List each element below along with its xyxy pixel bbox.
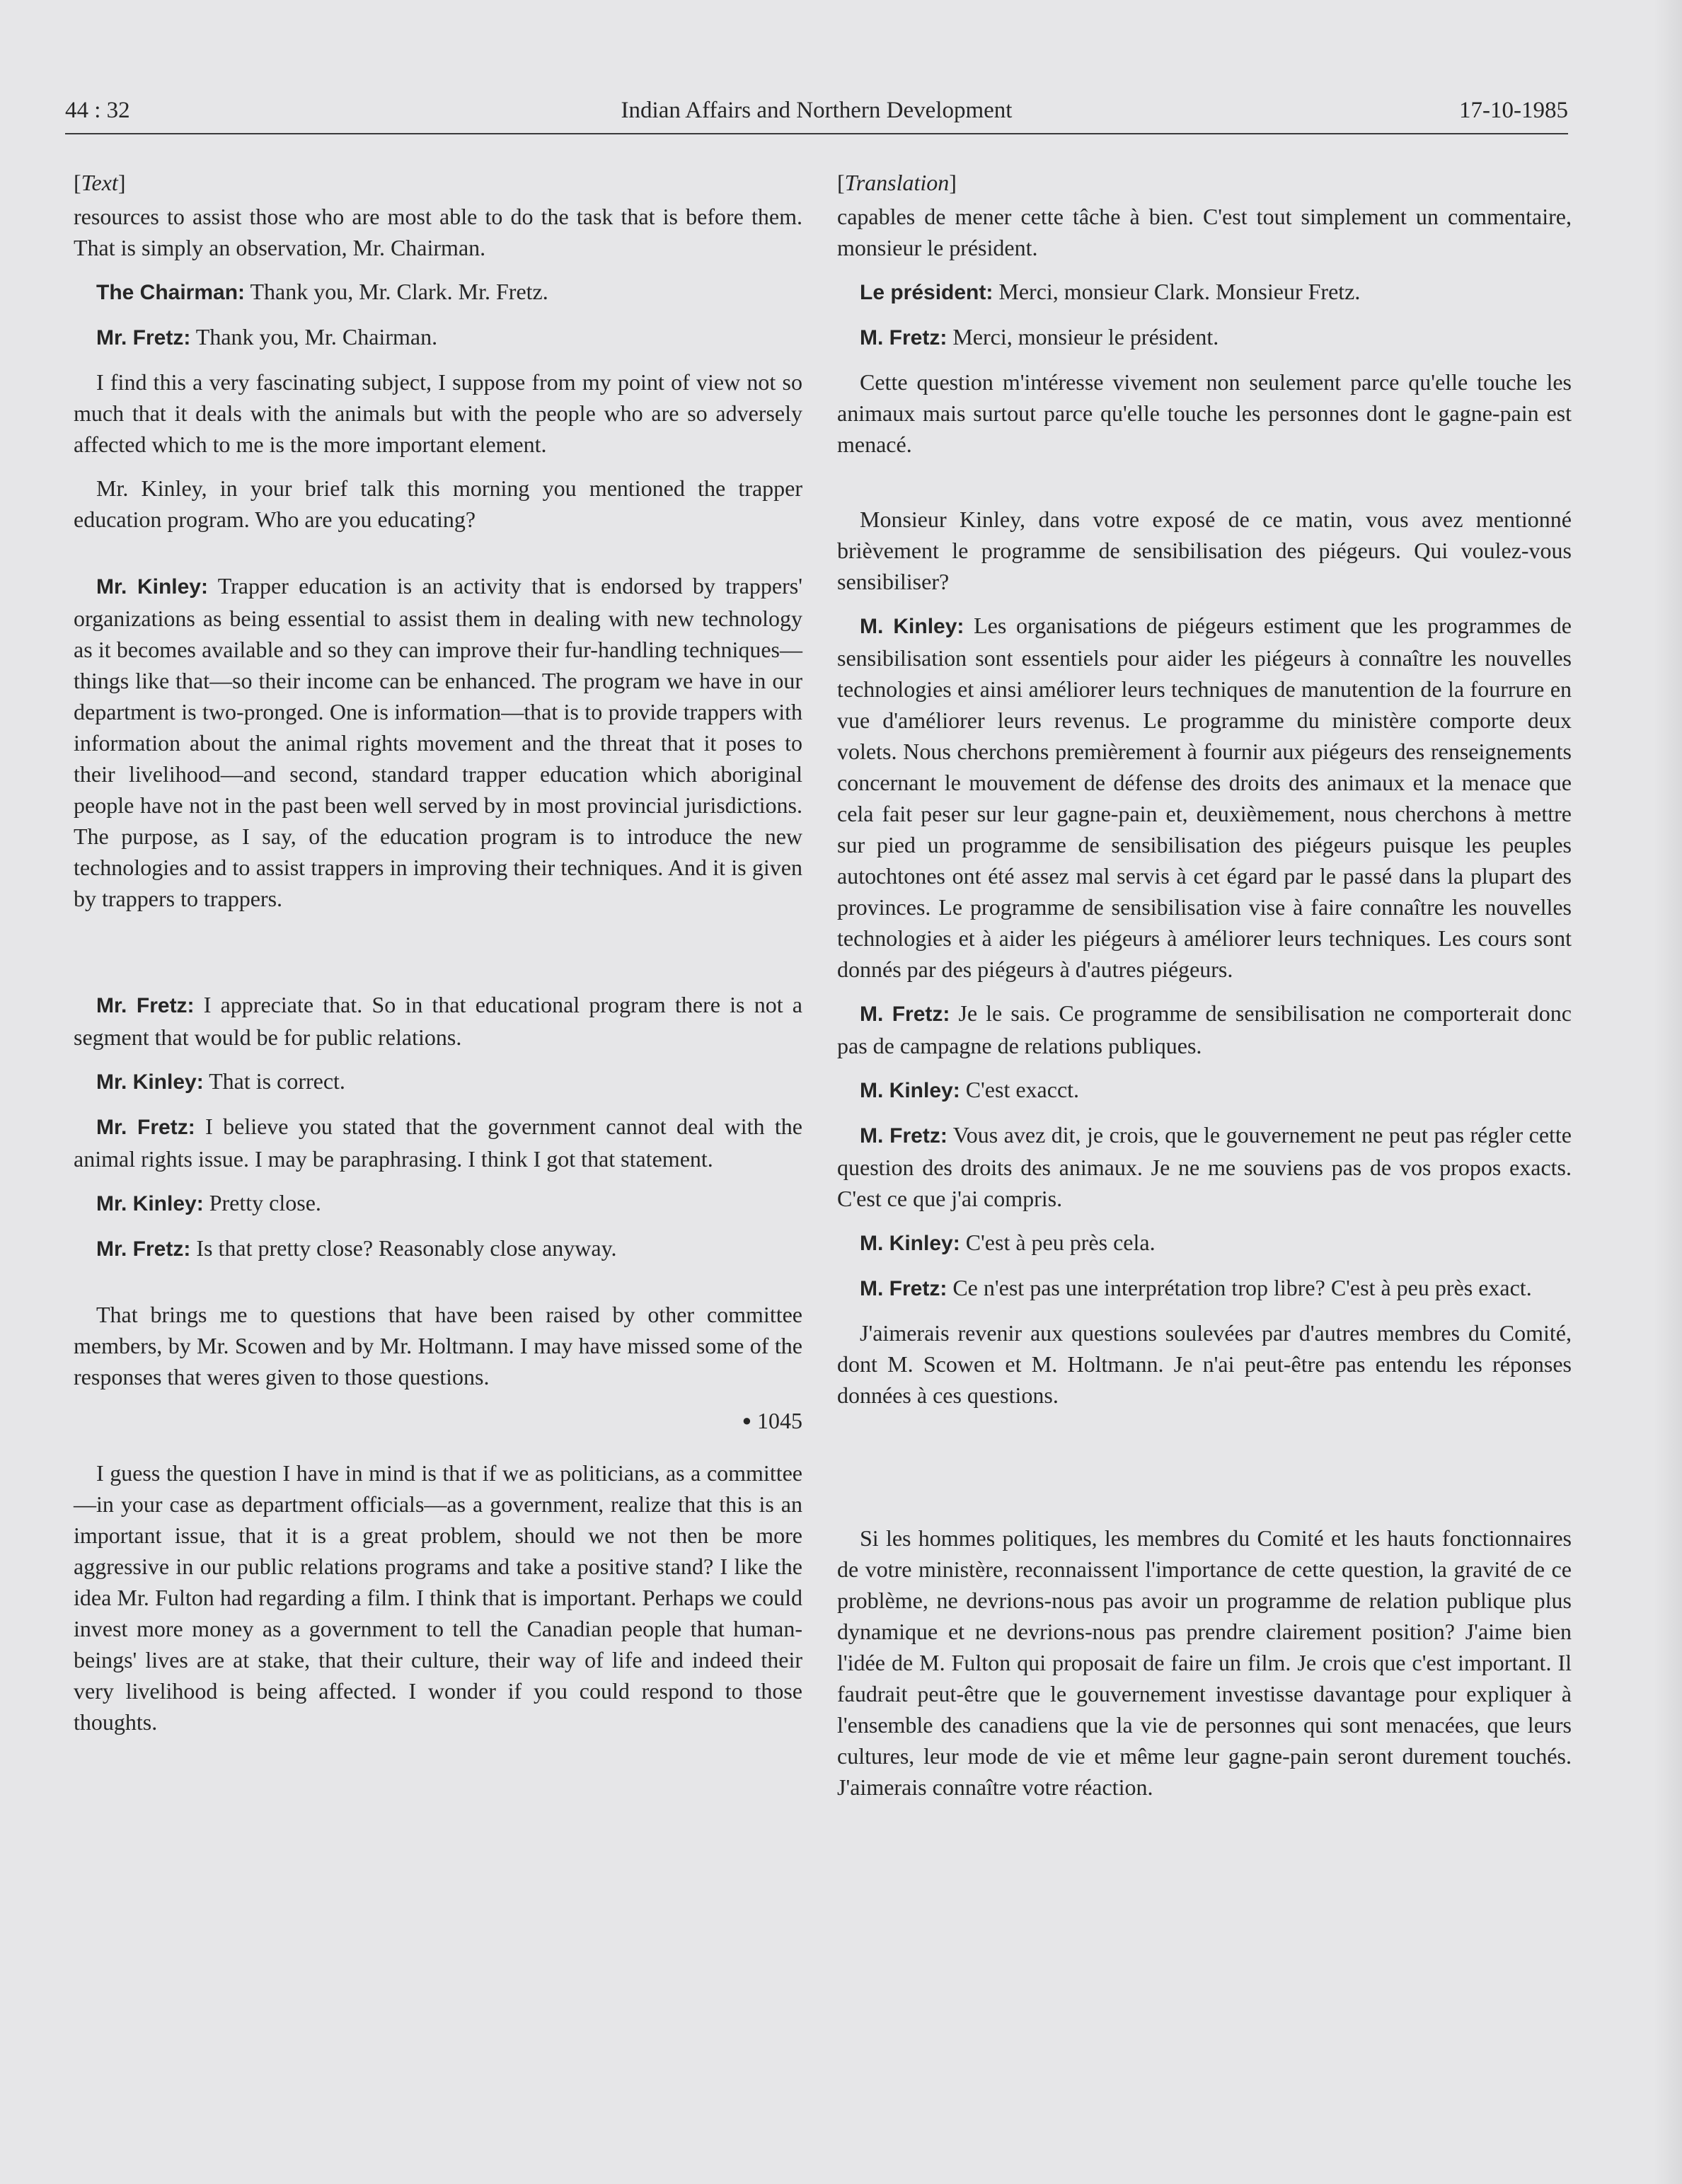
paragraph: Mr. Kinley, in your brief talk this morning you mentioned the trapper education program. Who are you educating?	[74, 475, 802, 532]
paragraph: resources to assist those who are most able to do the task that is before them. That is simply an observation, Mr. Chairman.	[74, 204, 802, 260]
speech	[837, 1272, 1572, 1305]
speech	[74, 321, 802, 354]
speech	[837, 610, 1572, 985]
page-edge-shadow	[1654, 0, 1682, 2184]
header-date: 17-10-1985	[1459, 98, 1568, 123]
paragraph: I find this a very fascinating subject, I suppose from my point of view not so much that it deals with the animals but with the people who are so adversely affected which to me is the more important element.	[74, 369, 802, 457]
paragraph: That brings me to questions that have been raised by other committee members, by Mr. Scowen and by Mr. Holtmann. I may have missed some of the responses that weres given to those questions.	[74, 1302, 802, 1389]
speech-text: Thank you, Mr. Clark. Mr. Fretz.	[245, 279, 548, 304]
speech-text: Ce n'est pas une interprétation trop libre? C'est à peu près exact.	[947, 1275, 1532, 1300]
section-tag-label: Text	[81, 170, 118, 195]
section-tag-text: [Text]	[74, 170, 126, 195]
time-marker-label: 1045	[757, 1408, 802, 1433]
speaker-name: Mr. Fretz:	[96, 1237, 191, 1261]
speech	[74, 1111, 802, 1174]
speech	[837, 321, 1572, 354]
bullet-icon: ●	[742, 1411, 751, 1429]
speaker-name: M. Fretz:	[860, 1124, 947, 1148]
speaker-name: Le président:	[860, 281, 993, 304]
speech-text: That is correct.	[203, 1068, 345, 1094]
speech-text: Trapper education is an activity that is endorsed by trappers' organizations as being essential to assist them in dealing with new technology as it becomes available and so they can improve their fur-handling techniques—things like that—so their income can be enhanced. The program we have in our department is two-pronged. One is information—that is to provide trappers with information about the animal rights movement and the threat that it poses to their livelihood—and second, standard trapper education which aboriginal people have not in the past been well served by in most provincial jurisdictions. The purpose, as I say, of the education program is to introduce the new technologies and to assist trappers in improving their techniques. And it is given by trappers to trappers.	[74, 573, 803, 911]
paragraph: Monsieur Kinley, dans votre exposé de ce matin, vous avez mentionné brièvement le programme de sensibilisation des piégeurs. Qui voulez-vous sensibiliser?	[837, 507, 1572, 594]
section-tag-translation: [Translation]	[837, 170, 957, 195]
speech-text: Vous avez dit, je crois, que le gouvernement ne peut pas régler cette question des droits des animaux. Je ne me souviens pas de vos propos exacts. C'est ce que j'ai compris.	[837, 1122, 1572, 1211]
speaker-name: Mr. Kinley:	[96, 1192, 204, 1215]
speech-text: C'est à peu près cela.	[960, 1230, 1156, 1255]
speaker-name: M. Kinley:	[860, 615, 964, 638]
speech-text: Is that pretty close? Reasonably close anyway.	[190, 1235, 617, 1261]
speaker-name: Mr. Fretz:	[96, 326, 191, 349]
speech	[74, 1232, 802, 1265]
speech	[837, 998, 1572, 1061]
speaker-name: The Chairman:	[96, 281, 246, 304]
speech	[74, 1187, 802, 1220]
paragraph: Si les hommes politiques, les membres du Comité et les hauts fonctionnaires de votre ministère, reconnaissent l'importance de cette question, la gravité de ce problème, ne devrions-nous pas avoir un programme de relation publique plus dynamique et ne devrions-nous pas prendre clairement position? J'aime bien l'idée de M. Fulton qui proposait de faire un film. Je crois que c'est important. Il faudrait peut-être que le gouvernement investisse davantage pour expliquer à l'ensemble des canadiens que la vie de personnes qui sont menacées, que leurs cultures, leur mode de vie et même leur gagne-pain seront durement touchés. J'aimerais connaître votre réaction.	[837, 1525, 1572, 1800]
speech-text: I appreciate that. So in that educational program there is not a segment that would be for public relations.	[74, 992, 802, 1050]
speech	[837, 1227, 1572, 1259]
speaker-name: Mr. Fretz:	[96, 1116, 195, 1139]
speech-text: Les organisations de piégeurs estiment que les programmes de sensibilisation sont essentiels pour aider les piégeurs à connaître les nouvelles technologies et ainsi améliorer leurs techniques de manutention de la fourrure en vue d'améliorer leurs revenus. Le programme du ministère comporte deux volets. Nous cherchons premièrement à fournir aux piégeurs des renseignements concernant le mouvement de défense des droits des animaux et la menace que cela fait peser sur leur gagne-pain et, deuxièmement, nous cherchons à mettre sur pied un programme de sensibilisation des piégeurs puisque les peuples autochtones ont été assez mal servis à cet égard par le passé dans la plupart des provinces. Le programme de sensibilisation vise à faire connaître les nouvelles technologies et à aider les piégeurs à améliorer leurs techniques. Les cours sont donnés par des piégeurs à d'autres piégeurs.	[837, 613, 1572, 982]
speech-text: Je le sais. Ce programme de sensibilisation ne comporterait donc pas de campagne de relations publiques.	[837, 1000, 1572, 1058]
speech-text: C'est exacct.	[960, 1077, 1080, 1102]
speaker-name: Mr. Kinley:	[96, 575, 208, 599]
page-number: 44 : 32	[65, 98, 130, 123]
paragraph: Cette question m'intéresse vivement non seulement parce qu'elle touche les animaux mais surtout parce qu'elle touche les personnes dont le gagne-pain est menacé.	[837, 369, 1572, 457]
speech	[74, 989, 802, 1053]
speech	[837, 1119, 1572, 1214]
time-marker	[74, 1405, 802, 1436]
speech	[837, 276, 1572, 308]
speaker-name: Mr. Fretz:	[96, 994, 195, 1017]
speaker-name: M. Fretz:	[860, 1003, 950, 1026]
speech	[74, 570, 802, 914]
speaker-name: M. Fretz:	[860, 326, 947, 349]
speaker-name: M. Kinley:	[860, 1232, 960, 1255]
paragraph: capables de mener cette tâche à bien. C'est tout simplement un commentaire, monsieur le président.	[837, 204, 1572, 260]
speech-text: Pretty close.	[203, 1190, 321, 1215]
running-header	[65, 92, 1568, 134]
speaker-name: M. Kinley:	[860, 1079, 960, 1102]
speech	[837, 1074, 1572, 1107]
french-column	[837, 167, 1572, 1803]
speech-text: I believe you stated that the government cannot deal with the animal rights issue. I may be paraphrasing. I think I got that statement.	[74, 1114, 802, 1172]
speech	[74, 276, 802, 308]
paragraph: I guess the question I have in mind is that if we as politicians, as a committee—in your case as department officials—as a government, realize that this is an important issue, that it is a great problem, should we not then be more aggressive in our public relations programs and take a positive stand? I like the idea Mr. Fulton had regarding a film. I think that is important. Perhaps we could invest more money as a government to tell the Canadian people that human-beings' lives are at stake, that their culture, their way of life and indeed their very livelihood is being affected. I wonder if you could respond to those thoughts.	[74, 1460, 802, 1735]
speech-text: Thank you, Mr. Chairman.	[190, 324, 438, 349]
speaker-name: Mr. Kinley:	[96, 1070, 204, 1094]
english-column	[74, 167, 802, 1738]
speech	[74, 1065, 802, 1098]
header-title: Indian Affairs and Northern Development	[621, 98, 1013, 123]
speech-text: Merci, monsieur Clark. Monsieur Fretz.	[993, 279, 1361, 304]
paragraph: J'aimerais revenir aux questions soulevées par d'autres membres du Comité, dont M. Scowen et M. Holtmann. Je n'ai peut-être pas entendu les réponses données à ces questions.	[837, 1320, 1572, 1408]
speaker-name: M. Fretz:	[860, 1277, 947, 1300]
section-tag-label: Translation	[844, 170, 950, 195]
speech-text: Merci, monsieur le président.	[947, 324, 1219, 349]
